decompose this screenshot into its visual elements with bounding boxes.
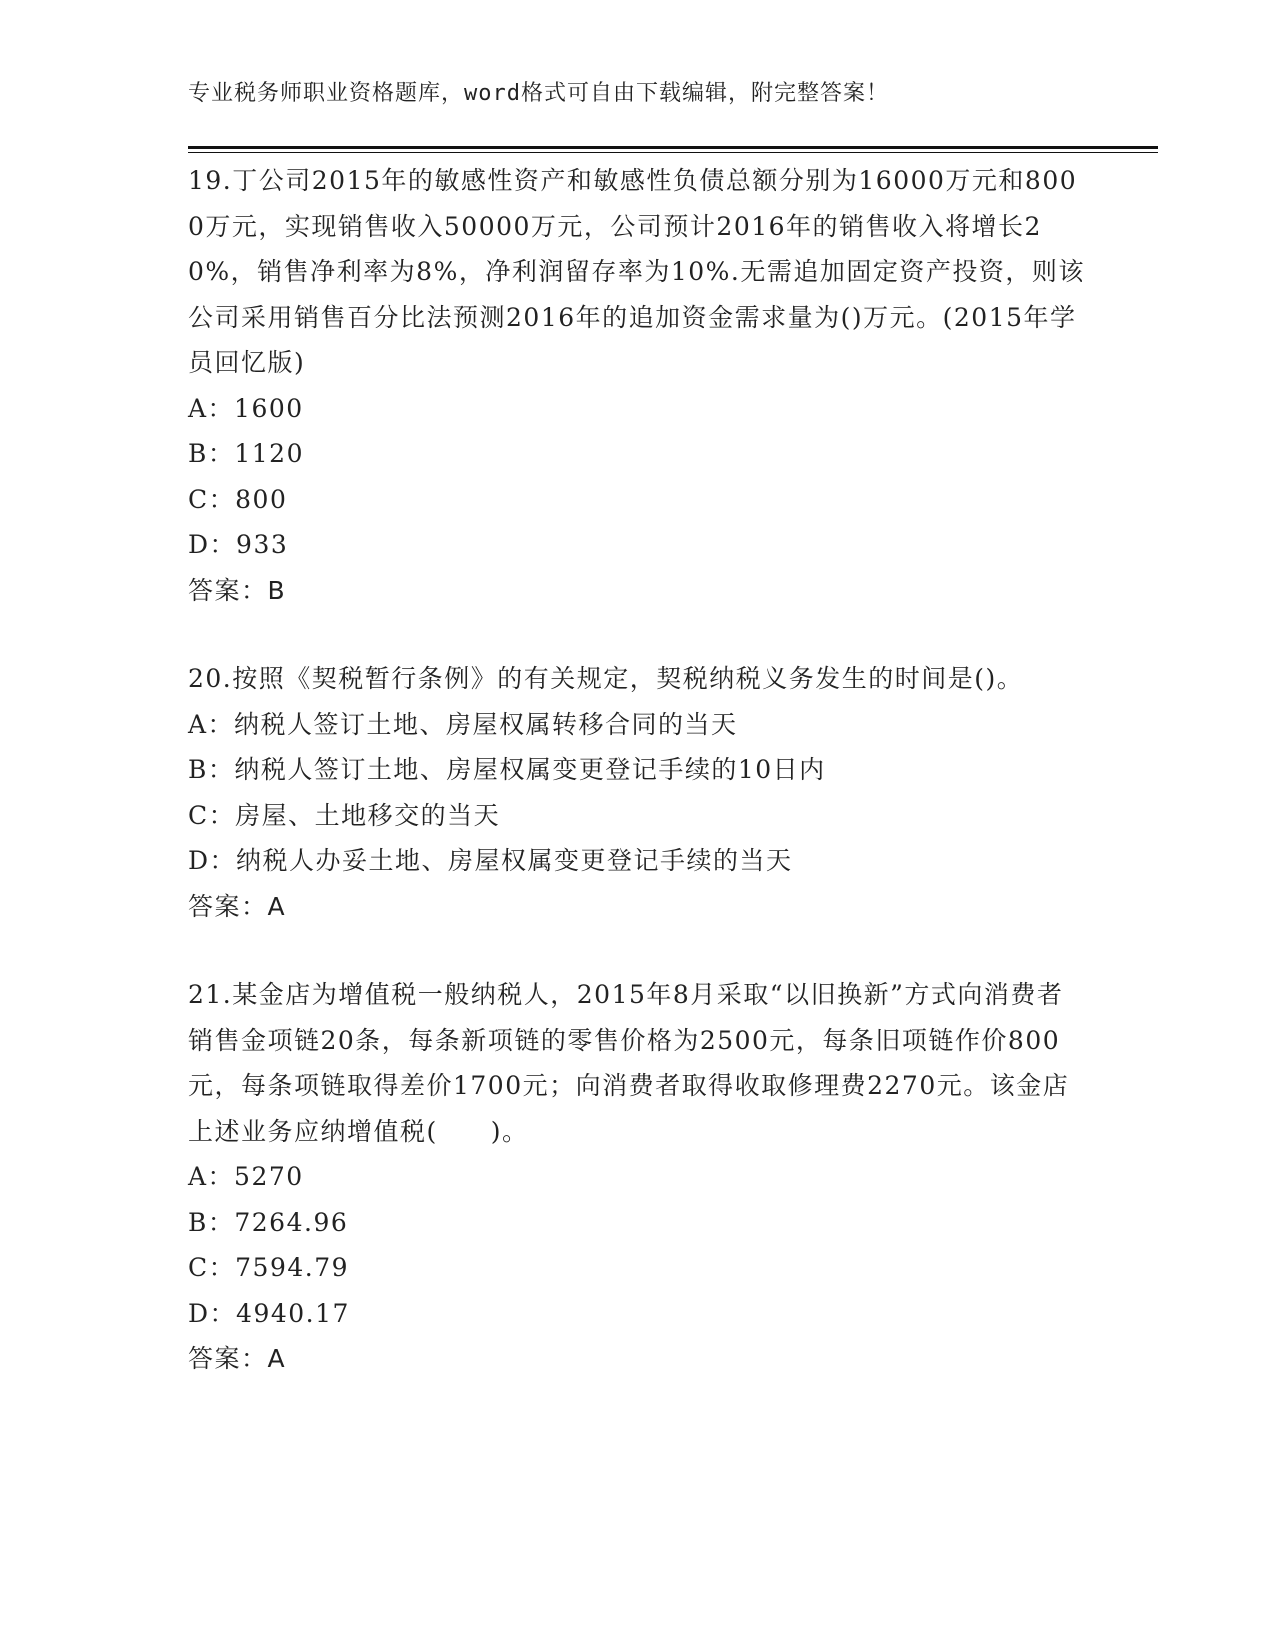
question-text: 19.丁公司2015年的敏感性资产和敏感性负债总额分别为16000万元和8000万元，实现销售收入50000万元，公司预计2016年的销售收入将增长20%，销售净利率为8%，净利润留存率为10%.无需追加固定资产投资，则该公司采用销售百分比法预测2016年的追加资金需求量为()万元。(2015年学员回忆版) [188,166,1085,377]
option-a: A：纳税人签订土地、房屋权属转移合同的当天 [188,709,738,739]
question-20 [188,656,1088,929]
question-list [188,158,1088,1382]
option-b: B：7264.96 [188,1207,349,1237]
option-a: A：1600 [188,393,304,423]
option-d: D：纳税人办妥土地、房屋权属变更登记手续的当天 [188,846,793,875]
page-header: 专业税务师职业资格题库，word格式可自由下载编辑，附完整答案！ [188,81,889,106]
question-text: 21.某金店为增值税一般纳税人，2015年8月采取“以旧换新”方式向消费者销售金项链20条，每条新项链的零售价格为2500元，每条旧项链作价800元，每条项链取得差价1700元；向消费者取得收取修理费2270元。该金店上述业务应纳增值税( )。 [188,980,1070,1146]
option-b: B：1120 [188,439,304,468]
option-c: C：7594.79 [188,1253,350,1282]
option-d: D：933 [188,530,289,559]
answer: 答案：B [188,575,287,605]
option-c: C：800 [188,484,288,514]
spacer [188,613,1088,656]
option-d: D：4940.17 [188,1298,350,1328]
header-rule-thick [188,146,1158,149]
answer: 答案：A [188,1344,287,1373]
option-a: A：5270 [188,1162,304,1191]
answer: 答案：A [188,891,287,921]
question-21 [188,972,1088,1382]
spacer [188,929,1088,972]
question-19 [188,158,1088,613]
question-text: 20.按照《契税暂行条例》的有关规定，契税纳税义务发生的时间是()。 [188,664,1024,693]
header-rule-thin [188,152,1158,153]
option-c: C：房屋、土地移交的当天 [188,800,501,830]
option-b: B：纳税人签订土地、房屋权属变更登记手续的10日内 [188,755,826,784]
